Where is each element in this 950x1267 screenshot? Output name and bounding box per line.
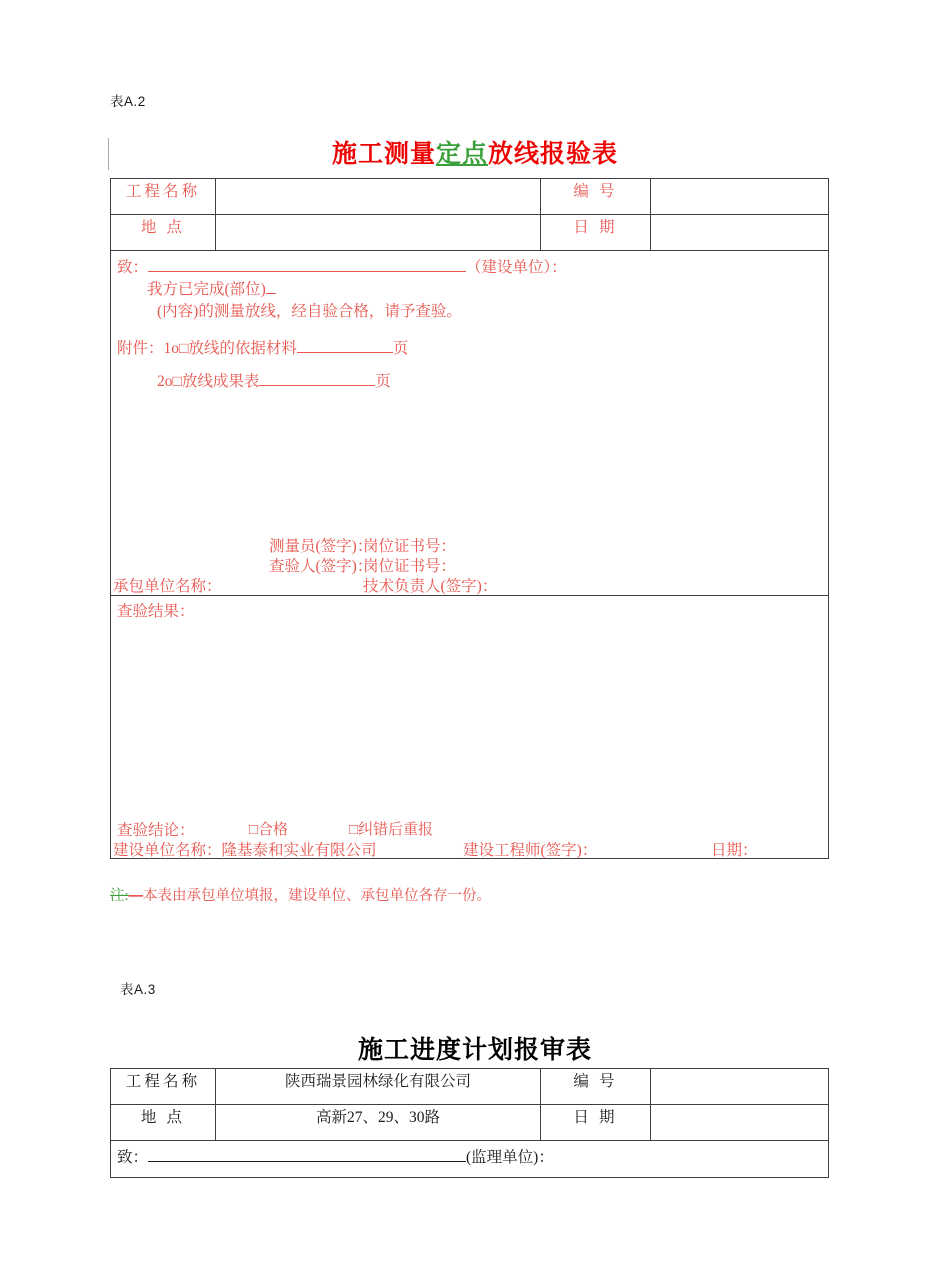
location-label-a3: 地 点 — [140, 1109, 186, 1126]
title-segment-3: 放线报验表 — [488, 141, 619, 168]
project-name-label: 工程名称 — [125, 183, 201, 200]
attachment-line-2 — [157, 369, 391, 391]
surveyor-cert-line — [363, 534, 456, 556]
date-label-a3: 日 期 — [573, 1109, 618, 1126]
cell-project-name-value-a3[interactable] — [216, 1069, 541, 1105]
cell-location-value-a3[interactable] — [216, 1105, 541, 1141]
attachment-2-prefix: 2o□放线成果表 — [157, 373, 260, 390]
addressee-blank-a3[interactable] — [148, 1147, 466, 1162]
tech-lead-line — [363, 574, 497, 596]
attachment-1-blank[interactable] — [297, 339, 393, 353]
cell-location-value[interactable] — [216, 215, 541, 251]
cell-date-label-a3 — [541, 1105, 651, 1141]
statement-line-2: (内容)的测量放线，经自验合格，请予查验。 — [157, 303, 462, 320]
project-name-label-a3: 工程名称 — [125, 1073, 201, 1090]
statement-line-1-blank[interactable] — [266, 281, 276, 294]
inspector-label: 查验人(签字)： — [269, 558, 373, 575]
addressee-line-a3 — [117, 1145, 554, 1167]
attachment-1-suffix: 页 — [392, 340, 409, 357]
cell-project-name-label-a3 — [111, 1069, 216, 1105]
table-row-project-name — [111, 179, 829, 215]
addressee-suffix: （建设单位）： — [466, 259, 567, 276]
addressee-blank[interactable] — [148, 257, 466, 272]
footnote-dash: — — [128, 888, 144, 904]
attachment-1-prefix: 1o□放线的依据材料 — [163, 340, 297, 357]
result-label: 查验结果： — [117, 603, 195, 620]
table-row-body-a3 — [111, 1141, 829, 1178]
table-row-project-name-a3 — [111, 1069, 829, 1105]
number-label: 编 号 — [573, 183, 618, 200]
tech-lead-label: 技术负责人(签字)： — [363, 578, 498, 595]
statement-line-1-text: 我方已完成(部位) — [147, 281, 266, 298]
cell-number-value[interactable] — [651, 179, 829, 215]
form-number-a3: 表A.3 — [120, 982, 156, 997]
surveyor-label: 测量员(签字)： — [269, 538, 373, 555]
cell-location-label — [111, 215, 216, 251]
attachment-line-1 — [117, 336, 408, 358]
cell-location-label-a3 — [111, 1105, 216, 1141]
table-row-location-a3 — [111, 1105, 829, 1141]
inspector-cert-label: 岗位证书号： — [363, 558, 457, 575]
location-label: 地 点 — [140, 219, 186, 236]
cell-body-statement-a3[interactable] — [111, 1141, 829, 1178]
cell-date-value[interactable] — [651, 215, 829, 251]
addressee-prefix: 致： — [117, 259, 149, 276]
cell-date-label — [541, 215, 651, 251]
form-table-a3 — [110, 1068, 829, 1178]
footnote-text: 本表由承包单位填报，建设单位、承包单位各存一份。 — [143, 888, 492, 904]
form-table-a2 — [110, 178, 829, 859]
attachment-label: 附件： — [117, 340, 164, 357]
form-title-a2 — [0, 134, 950, 170]
project-name-value-a3: 陕西瑞景园林绿化有限公司 — [284, 1073, 471, 1090]
construction-unit-label: 建设单位名称： — [113, 842, 222, 859]
addressee-line — [117, 255, 567, 277]
footnote-a2 — [110, 884, 491, 905]
title-segment-1: 施工测量 — [331, 141, 436, 168]
conclusion-option-resubmit[interactable]: □纠错后重报 — [349, 822, 434, 838]
conclusion-option-qualified[interactable]: □合格 — [249, 822, 289, 838]
attachment-2-blank[interactable] — [259, 372, 375, 386]
cell-project-name-label — [111, 179, 216, 215]
title-segment-2: 定点 — [435, 141, 488, 168]
cell-body-statement[interactable] — [111, 251, 829, 596]
statement-line-1 — [147, 277, 276, 299]
construction-unit-value: 隆基泰和实业有限公司 — [221, 842, 377, 859]
inspector-signature-line — [269, 554, 372, 576]
inspector-cert-line — [363, 554, 456, 576]
form-number-a2: 表A.2 — [110, 94, 146, 109]
engineer-signature-line: 建设工程师(签字)： — [463, 842, 598, 859]
attachment-2-suffix: 页 — [375, 373, 391, 390]
table-row-body — [111, 251, 829, 596]
contractor-unit-label: 承包单位名称： — [113, 578, 222, 595]
number-label-a3: 编 号 — [573, 1073, 618, 1090]
conclusion-label: 查验结论： — [117, 822, 195, 839]
form-title-a3: 施工进度计划报审表 — [357, 1037, 592, 1064]
footnote-prefix: 注: — [110, 888, 129, 904]
date-label: 日 期 — [573, 219, 618, 236]
cell-number-value-a3[interactable] — [651, 1069, 829, 1105]
location-value-a3: 高新27、29、30路 — [315, 1109, 440, 1126]
cell-number-label — [541, 179, 651, 215]
cell-date-value-a3[interactable] — [651, 1105, 829, 1141]
construction-unit-line — [113, 838, 377, 860]
contractor-unit-line — [113, 574, 222, 596]
cell-number-label-a3 — [541, 1069, 651, 1105]
result-date-label: 日期： — [711, 842, 758, 859]
table-row-location — [111, 215, 829, 251]
addressee-suffix-a3: (监理单位)： — [466, 1149, 554, 1166]
cell-inspection-result[interactable] — [111, 596, 829, 859]
surveyor-cert-label: 岗位证书号： — [363, 538, 457, 555]
surveyor-signature-line — [269, 534, 372, 556]
cell-project-name-value[interactable] — [216, 179, 541, 215]
table-row-result — [111, 596, 829, 859]
addressee-prefix-a3: 致： — [117, 1149, 149, 1166]
